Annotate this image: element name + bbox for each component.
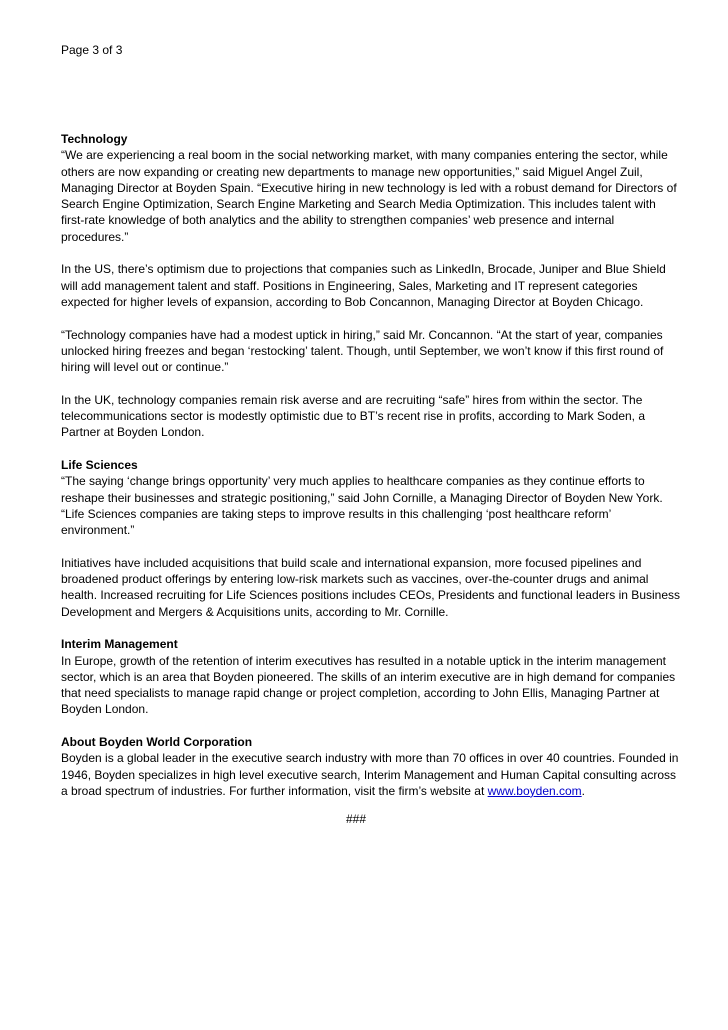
section-heading-technology: Technology: [61, 132, 128, 146]
technology-paragraph-3: “Technology companies have had a modest uptick in hiring,” said Mr. Concannon. “At the start of year, companies unlocked hiring freezes and began ‘restocking’ talent. Though, until September, we won’t know if this first round of hiring will level out or continue.”: [61, 327, 664, 375]
boyden-website-link[interactable]: www.boyden.com: [487, 783, 582, 798]
end-of-release-mark: ###: [345, 812, 367, 827]
section-heading-interim-management: Interim Management: [61, 637, 178, 652]
about-link-trailer: .: [581, 783, 586, 798]
document-body: [61, 131, 681, 827]
section-technology: [61, 131, 681, 441]
about-paragraph: [61, 750, 681, 799]
technology-paragraph-4: In the UK, technology companies remain risk averse and are recruiting “safe” hires from within the sector. The telecommunications sector is modestly optimistic due to BT’s recent rise in profits, according to Mark Soden, a Partner at Boyden London.: [61, 392, 646, 440]
section-heading-life-sciences: Life Sciences: [61, 457, 138, 472]
life-sciences-paragraph-1: “The saying ‘change brings opportunity’ very much applies to healthcare companies as they continue efforts to reshape their businesses and strategic positioning,” said John Cornille, a Managing Director of Boyden New York. “Life Sciences companies are taking steps to improve results in this challenging ‘post healthcare reform’ environment.”: [61, 474, 663, 538]
section-life-sciences: [61, 457, 681, 620]
technology-paragraph-1: “We are experiencing a real boom in the social networking market, with many companies entering the sector, while others are now expanding or creating new departments to manage new opportunities,” said Miguel Angel Zuil, Managing Director at Boyden Spain. “Executive hiring in new technology is led with a robust demand for Directors of Search Engine Optimization, Search Engine Marketing and Search Media Optimization. This includes talent with first-rate knowledge of both analytics and the ability to strengthen companies’ web presence and internal procedures.”: [61, 148, 677, 244]
section-interim-management: [61, 636, 681, 717]
about-paragraph-text: Boyden is a global leader in the executive search industry with more than 70 offices in over 40 countries. Founded in 1946, Boyden specializes in high level executive search, Interim Management and Human Capital consulting across a broad spectrum of industries. For further information, visit the firm’s website at: [61, 751, 679, 798]
life-sciences-paragraph-2: Initiatives have included acquisitions that build scale and international expansion, more focused pipelines and broadened product offerings by entering low-risk markets such as vaccines, over-the-counter drugs and animal health. Increased recruiting for Life Sciences positions includes CEOs, Presidents and functional leaders in Business Development and Mergers & Acquisitions units, according to Mr. Cornille.: [61, 555, 681, 619]
section-heading-about-boyden: About Boyden World Corporation: [61, 734, 253, 749]
document-page: [61, 0, 681, 1030]
section-about-boyden: [61, 734, 681, 799]
technology-paragraph-2: In the US, there’s optimism due to projections that companies such as LinkedIn, Brocade, Juniper and Blue Shield will add management talent and staff. Positions in Engineering, Sales, Marketing and IT represent categories expected for higher levels of expansion, according to Bob Concannon, Managing Director at Boyden Chicago.: [61, 262, 666, 309]
page-number-header: Page 3 of 3: [61, 43, 123, 57]
interim-paragraph-1: In Europe, growth of the retention of interim executives has resulted in a notable uptick in the interim management sector, which is an area that Boyden pioneered. The skills of an interim executive are in high demand for companies that need specialists to manage rapid change or project completion, according to John Ellis, Managing Partner at Boyden London.: [61, 653, 676, 717]
